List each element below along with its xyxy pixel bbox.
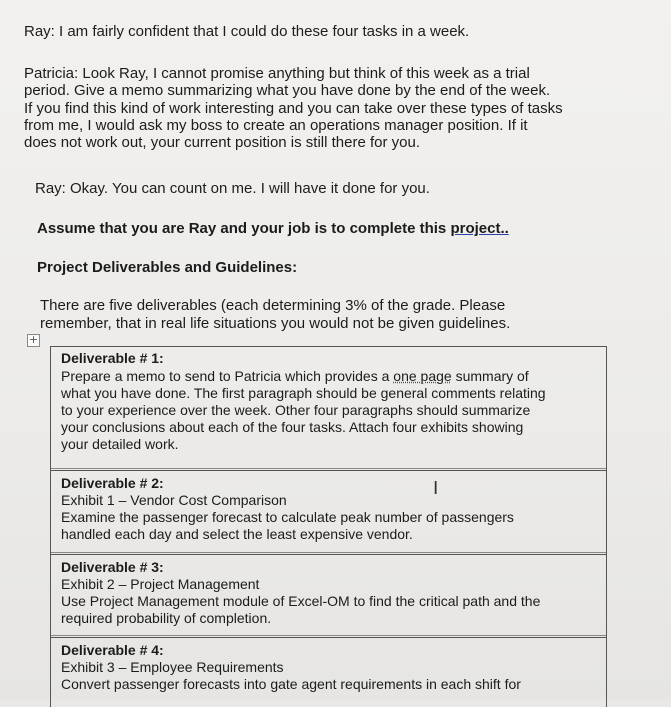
deliverable-4-cell[interactable] <box>51 638 606 707</box>
deliverable-1-title: Deliverable # 1: <box>61 350 164 366</box>
deliverable-1-line-5: your detailed work. <box>61 436 179 452</box>
deliverable-1-cell[interactable] <box>51 347 606 471</box>
ray-okay: Ray: Okay. You can count on me. I will have it done for you. <box>35 180 430 197</box>
intro-line-2: remember, that in real life situations you would not be given guidelines. <box>40 315 511 332</box>
patricia-line-2: period. Give a memo summarizing what you have done by the end of the week. <box>24 82 551 99</box>
deliverable-3-line-3: required probability of completion. <box>61 610 272 626</box>
deliverable-3-title: Deliverable # 3: <box>61 559 164 575</box>
assume-text: Assume that you are Ray and your job is to complete this <box>37 220 451 237</box>
intro-line-1: There are five deliverables (each determining 3% of the grade. Please <box>40 297 506 314</box>
deliverable-4-line-2: Convert passenger forecasts into gate agent requirements in each shift for <box>61 676 521 692</box>
one-page-text: one page <box>393 368 452 384</box>
deliverable-3-line-2: Use Project Management module of Excel-OM to find the critical path and the <box>61 593 541 609</box>
deliverable-2-line-2: Examine the passenger forecast to calculate peak number of passengers <box>61 509 514 525</box>
deliverable-2-line-1: Exhibit 1 – Vendor Cost Comparison <box>61 492 287 508</box>
deliverable-1-line-4: your conclusions about each of the four tasks. Attach four exhibits showing <box>61 419 524 435</box>
patricia-line-4: from me, I would ask my boss to create an operations manager position. If it <box>24 117 528 134</box>
deliverable-3-line-1: Exhibit 2 – Project Management <box>61 576 260 592</box>
patricia-line-5: does not work out, your current position is still there for you. <box>24 134 421 151</box>
deliverable-2-cell[interactable] <box>51 471 606 555</box>
deliverable-1-line-3: to your experience over the week. Other four paragraphs should summarize <box>61 402 531 418</box>
assume-statement <box>37 220 509 237</box>
deliverable-4-title: Deliverable # 4: <box>61 642 164 658</box>
patricia-line-3: If you find this kind of work interesting and you can take over these types of tasks <box>24 100 563 117</box>
deliverables-heading: Project Deliverables and Guidelines: <box>37 259 298 276</box>
deliverable-3-cell[interactable] <box>51 555 606 638</box>
ray-statement: Ray: I am fairly confident that I could do these four tasks in a week. <box>24 23 470 40</box>
deliverable-2-title: Deliverable # 2: <box>61 475 164 491</box>
deliverable-2-line-3: handled each day and select the least expensive vendor. <box>61 526 413 542</box>
deliverables-table <box>50 346 607 707</box>
deliverable-4-line-1: Exhibit 3 – Employee Requirements <box>61 659 284 675</box>
project-link[interactable]: project.. <box>450 220 509 237</box>
text-cursor-icon: I <box>433 478 439 499</box>
deliverable-1-line-1: Prepare a memo to send to Patricia which provides a one page summary of <box>61 368 529 384</box>
table-expand-icon[interactable]: + <box>28 333 39 346</box>
patricia-line-1: Patricia: Look Ray, I cannot promise anything but think of this week as a trial <box>24 65 530 82</box>
deliverable-1-line-2: what you have done. The first paragraph should be general comments relating <box>61 385 546 401</box>
